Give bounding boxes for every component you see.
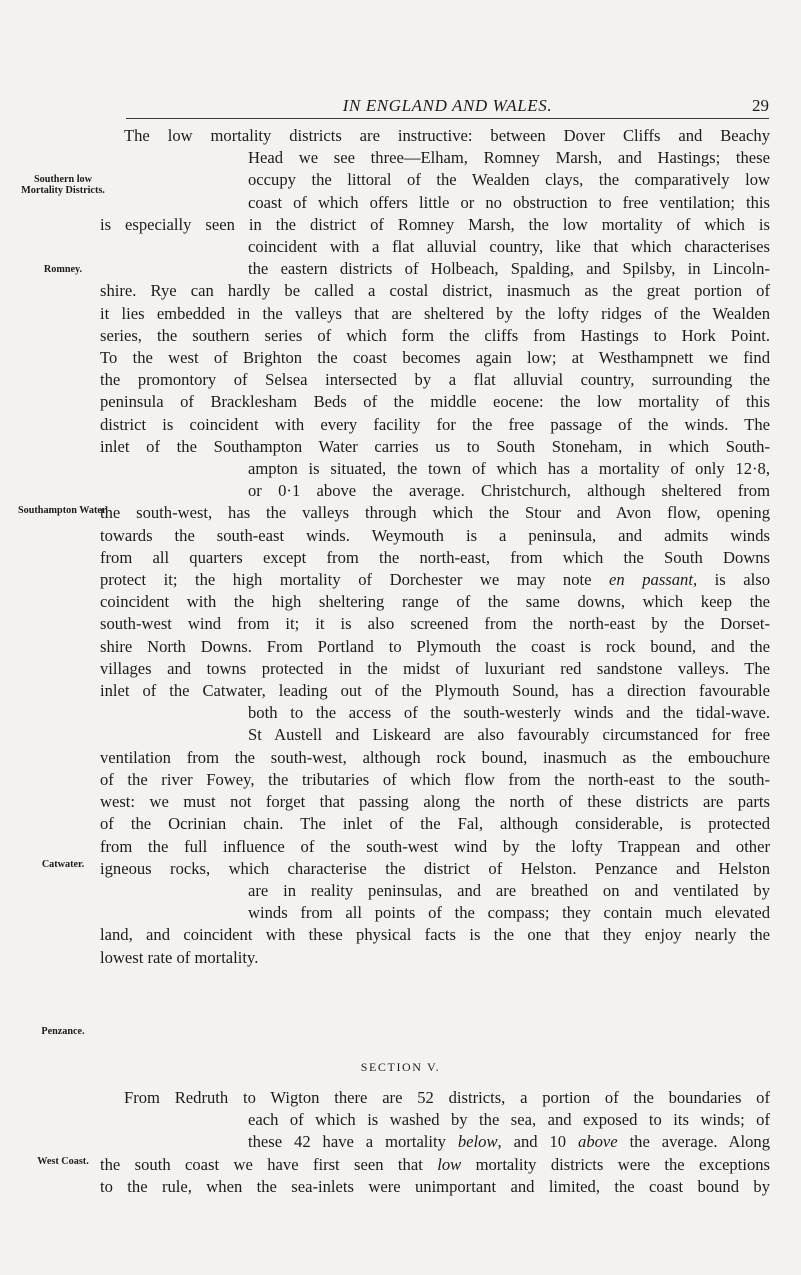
text-line — [100, 1154, 770, 1176]
margin-note-penzance: Penzance. — [41, 1026, 85, 1037]
text-line: south-west wind from it; it is also screened from the north-east by the Dorset- — [100, 614, 770, 634]
text-run: protect it; the high mortality of Dorchester we may note — [100, 570, 610, 590]
italic-word: above — [578, 1132, 618, 1152]
text-line: Head we see three—Elham, Romney Marsh, and Hastings; these — [248, 148, 770, 168]
text-line: is especially seen in the district of Romney Marsh, the low mortality of which is — [100, 214, 770, 234]
text-run: , and 10 — [497, 1132, 579, 1152]
text-run: these 42 have a mortality — [248, 1132, 458, 1152]
italic-phrase: en passant — [609, 570, 693, 590]
running-head: IN ENGLAND AND WALES. — [342, 96, 553, 115]
text-line: igneous rocks, which characterise the district of Helston. Penzance and Helston — [100, 858, 770, 878]
text-line: From Redruth to Wigton there are 52 districts, a portion of the boundaries of — [124, 1088, 770, 1107]
text-line: from all quarters except from the north-east, from which the South Downs — [100, 547, 770, 567]
text-line: the promontory of Selsea intersected by a flat alluvial country, surrounding the — [100, 370, 770, 390]
text-line: inlet of the Catwater, leading out of the Plymouth Sound, has a direction favourable — [100, 681, 770, 701]
text-line: peninsula of Bracklesham Beds of the middle eocene: the low mortality of this — [100, 392, 770, 412]
text-line: the eastern districts of Holbeach, Spalding, and Spilsby, in Lincoln- — [248, 259, 770, 279]
text-line: are in reality peninsulas, and are breathed on and ventilated by — [248, 880, 770, 900]
italic-word: low — [437, 1154, 462, 1174]
page-number: 29 — [752, 96, 769, 115]
page-header — [126, 96, 769, 118]
text-line: each of which is washed by the sea, and exposed to its winds; of — [248, 1110, 770, 1130]
text-line: of the Ocrinian chain. The inlet of the Fal, although considerable, is protected — [100, 814, 770, 834]
text-run: the average. Along — [617, 1132, 771, 1152]
text-line: both to the access of the south-westerly winds and the tidal-wave. — [248, 703, 770, 723]
text-line: lowest rate of mortality. — [100, 947, 259, 967]
text-line: series, the southern series of which form the cliffs from Hastings to Hork Point. — [100, 325, 770, 345]
text-line: to the rule, when the sea-inlets were unimportant and limited, the coast bound by — [100, 1176, 770, 1196]
margin-note-southampton: Southampton Water. — [17, 505, 108, 516]
text-run: the south coast we have first seen that — [100, 1154, 438, 1174]
margin-note-southern: Southern low Mortality Districts. — [21, 174, 105, 196]
text-line: from the full influence of the south-west wind by the lofty Trappean and other — [100, 836, 770, 856]
text-line: winds from all points of the compass; they contain much elevated — [248, 903, 770, 923]
text-line — [100, 569, 770, 591]
text-line: towards the south-east winds. Weymouth is a peninsula, and admits winds — [100, 525, 770, 545]
margin-note-catwater: Catwater. — [41, 859, 85, 870]
header-rule — [126, 118, 769, 119]
text-line: St Austell and Liskeard are also favourably circumstanced for free — [248, 725, 770, 745]
paragraph-west-coast — [100, 1087, 770, 1198]
text-line: district is coincident with every facility for the free passage of the winds. The — [100, 414, 770, 434]
section-heading: SECTION V. — [360, 1060, 441, 1074]
text-line: To the west of Brighton the coast becomes again low; at Westhampnett we find — [100, 348, 770, 368]
text-line: shire North Downs. From Portland to Plymouth the coast is rock bound, and the — [100, 636, 770, 656]
text-run: , is also — [692, 570, 771, 590]
text-line: occupy the littoral of the Wealden clays, the comparatively low — [248, 170, 770, 190]
text-line: the south-west, has the valleys through which the Stour and Avon flow, opening — [100, 503, 770, 523]
text-run: mortality districts were the exceptions — [461, 1154, 770, 1174]
text-line: ampton is situated, the town of which has a mortality of only 12·8, — [248, 459, 770, 479]
text-line: ventilation from the south-west, although rock bound, inasmuch as the embouchure — [100, 747, 770, 767]
text-line: The low mortality districts are instructive: between Dover Cliffs and Beachy — [124, 126, 770, 145]
text-line: shire. Rye can hardly be called a costal district, inasmuch as the great portion of — [100, 281, 770, 301]
text-line: villages and towns protected in the midst of luxuriant red sandstone valleys. The — [100, 658, 770, 678]
text-line: coincident with the high sheltering range of the same downs, which keep the — [100, 592, 770, 612]
text-line: it lies embedded in the valleys that are sheltered by the lofty ridges of the Wealden — [100, 303, 770, 323]
margin-note-romney: Romney. — [43, 264, 83, 275]
text-line: coincident with a flat alluvial country, like that which characterises — [248, 237, 770, 257]
text-line: land, and coincident with these physical facts is the one that they enjoy nearly the — [100, 925, 770, 945]
margin-note-west-coast: West Coast. — [37, 1156, 89, 1167]
paragraph-low-mortality — [100, 125, 770, 969]
text-line: of the river Fowey, the tributaries of which flow from the north-east to the south- — [100, 769, 770, 789]
italic-word: below — [457, 1132, 498, 1152]
text-line: or 0·1 above the average. Christchurch, although sheltered from — [248, 481, 770, 501]
text-line: west: we must not forget that passing along the north of these districts are parts — [100, 792, 770, 812]
text-line — [100, 1131, 770, 1153]
text-line: coast of which offers little or no obstruction to free ventilation; this — [248, 192, 770, 212]
text-line: inlet of the Southampton Water carries us to South Stoneham, in which South- — [100, 436, 770, 456]
